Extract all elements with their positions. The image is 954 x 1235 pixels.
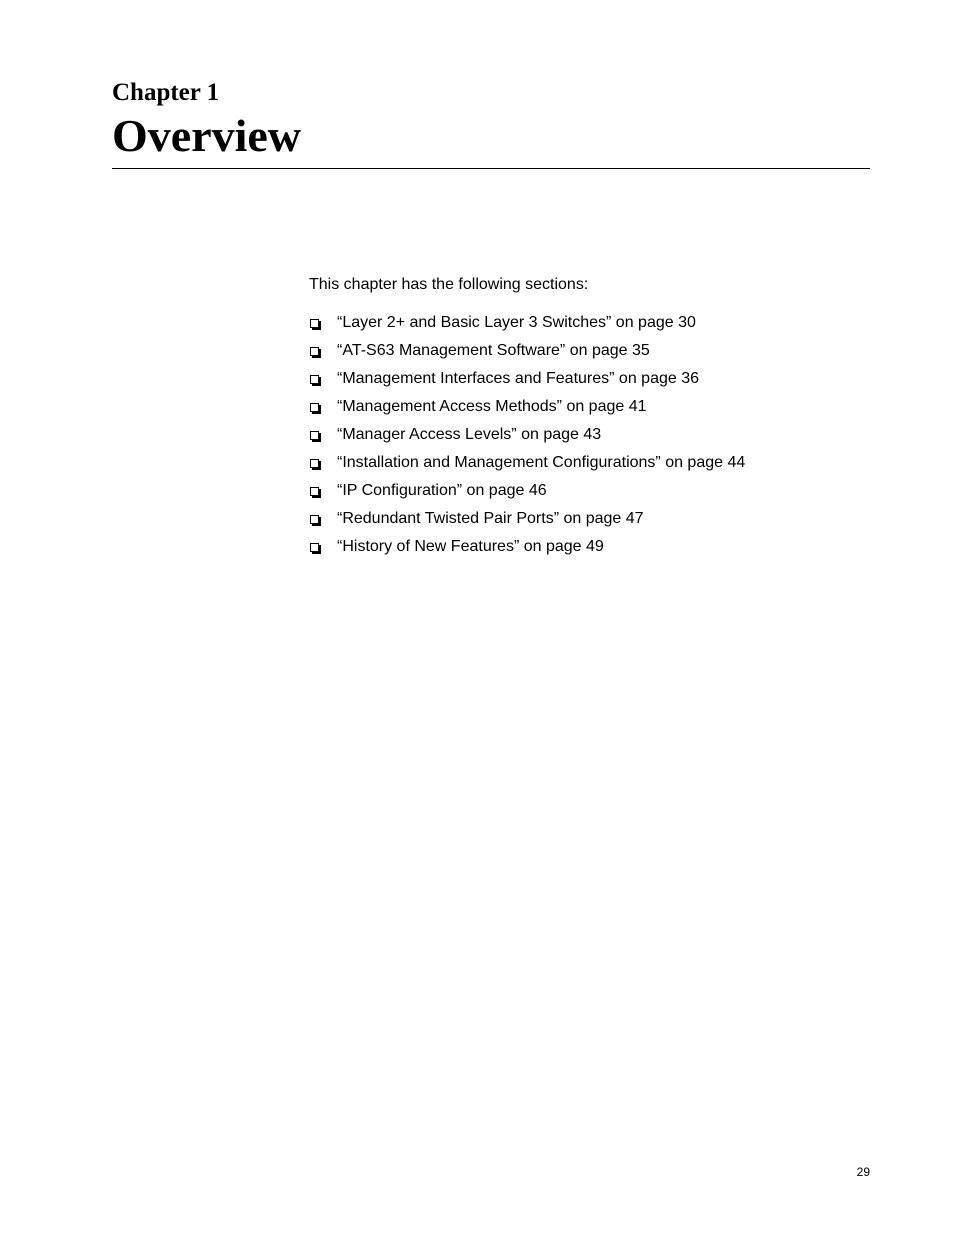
- checkbox-square-icon: [310, 487, 319, 496]
- title-rule: [112, 168, 870, 169]
- list-item[interactable]: [309, 508, 745, 536]
- list-item-text[interactable]: “Installation and Management Configurations” on page 44: [337, 454, 746, 471]
- chapter-label: Chapter 1: [112, 79, 220, 106]
- list-item-text[interactable]: “Layer 2+ and Basic Layer 3 Switches” on page 30: [337, 314, 696, 331]
- list-item[interactable]: [309, 480, 745, 508]
- list-item[interactable]: [309, 452, 745, 480]
- checkbox-square-icon: [310, 459, 319, 468]
- list-item[interactable]: [309, 424, 745, 452]
- page-number: 29: [856, 1165, 870, 1179]
- list-item-text[interactable]: “Redundant Twisted Pair Ports” on page 47: [337, 510, 644, 527]
- list-item-text[interactable]: “Manager Access Levels” on page 43: [337, 426, 602, 443]
- list-item[interactable]: [309, 396, 745, 424]
- checkbox-square-icon: [310, 403, 319, 412]
- checkbox-square-icon: [310, 515, 319, 524]
- intro-text: This chapter has the following sections:: [309, 276, 589, 293]
- list-item[interactable]: [309, 340, 745, 368]
- list-item-text[interactable]: “Management Interfaces and Features” on page 36: [337, 370, 699, 387]
- list-item[interactable]: [309, 312, 745, 340]
- checkbox-square-icon: [310, 543, 319, 552]
- checkbox-square-icon: [310, 375, 319, 384]
- list-item-text[interactable]: “AT-S63 Management Software” on page 35: [337, 342, 650, 359]
- list-item-text[interactable]: “IP Configuration” on page 46: [337, 482, 547, 499]
- checkbox-square-icon: [310, 319, 319, 328]
- list-item-text[interactable]: “History of New Features” on page 49: [337, 538, 604, 555]
- checkbox-square-icon: [310, 431, 319, 440]
- list-item[interactable]: [309, 368, 745, 396]
- page-title: Overview: [112, 110, 302, 161]
- list-item-text[interactable]: “Management Access Methods” on page 41: [337, 398, 647, 415]
- list-item[interactable]: [309, 536, 745, 564]
- checkbox-square-icon: [310, 347, 319, 356]
- section-list: [309, 312, 745, 564]
